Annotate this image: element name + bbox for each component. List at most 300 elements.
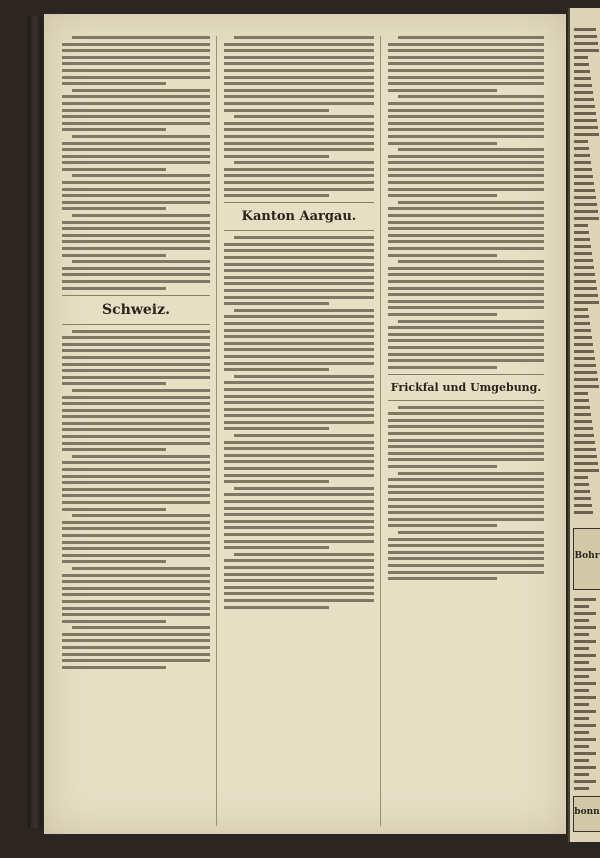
text-line: [234, 36, 374, 39]
text-line: [224, 122, 374, 125]
text-line: [62, 221, 210, 224]
text-fragment: [574, 294, 598, 297]
text-line: [224, 243, 374, 246]
text-fragment: [574, 364, 596, 367]
text-fragment: [574, 455, 597, 458]
text-line: [388, 102, 544, 105]
text-line: [62, 494, 210, 497]
text-fragment: [574, 301, 599, 304]
text-line: [388, 339, 544, 342]
text-line: [224, 566, 374, 569]
text-fragment: [574, 413, 591, 416]
text-fragment: [574, 717, 589, 720]
text-fragment: [574, 619, 589, 622]
text-fragment: [574, 49, 599, 52]
text-fragment: [574, 119, 597, 122]
text-fragment: [574, 28, 596, 31]
text-line: [224, 592, 374, 595]
text-line: [72, 514, 210, 517]
text-line: [388, 452, 544, 455]
text-line: [62, 247, 210, 250]
text-fragment: [574, 196, 596, 199]
advert-text: Bohr: [574, 551, 600, 561]
text-line: [62, 593, 210, 596]
text-fragment: [574, 273, 595, 276]
text-line: [224, 249, 374, 252]
text-line: [72, 214, 210, 217]
text-line: [224, 168, 374, 171]
text-line: [388, 544, 544, 547]
text-line: [224, 474, 374, 477]
text-fragment: [574, 168, 592, 171]
divider: [62, 324, 210, 325]
text-fragment: [574, 252, 592, 255]
text-line: [224, 480, 329, 483]
text-line: [234, 375, 374, 378]
text-line: [62, 194, 210, 197]
text-line: [388, 557, 544, 560]
text-line: [388, 353, 544, 356]
text-line: [224, 414, 374, 417]
text-line: [388, 366, 497, 369]
text-line: [224, 355, 374, 358]
text-fragment: [574, 441, 595, 444]
text-line: [224, 181, 374, 184]
text-line: [388, 524, 497, 527]
text-line: [224, 362, 374, 365]
text-line: [224, 148, 374, 151]
text-fragment: [574, 217, 599, 220]
text-line: [62, 95, 210, 98]
text-line: [388, 333, 544, 336]
text-line: [62, 356, 210, 359]
text-fragment: [574, 161, 591, 164]
text-line: [398, 201, 544, 204]
text-line: [388, 254, 497, 257]
text-line: [62, 428, 210, 431]
text-line: [398, 472, 544, 475]
text-line: [224, 507, 374, 510]
text-line: [234, 115, 374, 118]
divider: [224, 230, 374, 231]
text-fragment: [574, 35, 597, 38]
text-line: [224, 43, 374, 46]
text-line: [62, 363, 210, 366]
text-line: [388, 122, 544, 125]
advert-box: [573, 528, 600, 590]
text-line: [224, 109, 329, 112]
text-fragment: [574, 626, 596, 629]
section-heading: Schweiz.: [102, 301, 170, 318]
text-line: [398, 320, 544, 323]
text-fragment: [574, 203, 597, 206]
text-fragment: [574, 98, 594, 101]
text-line: [62, 62, 210, 65]
text-line: [62, 422, 210, 425]
text-line: [398, 95, 544, 98]
text-fragment: [574, 703, 589, 706]
text-line: [62, 541, 210, 544]
text-line: [62, 336, 210, 339]
text-line: [224, 427, 329, 430]
text-fragment: [574, 231, 589, 234]
text-line: [62, 508, 166, 511]
text-line: [62, 102, 210, 105]
text-line: [388, 174, 544, 177]
text-line: [224, 408, 374, 411]
text-line: [388, 168, 544, 171]
text-line: [224, 447, 374, 450]
text-fragment: [574, 357, 595, 360]
text-line: [62, 415, 210, 418]
text-line: [388, 194, 497, 197]
text-fragment: [574, 462, 598, 465]
text-line: [224, 454, 374, 457]
text-fragment: [574, 133, 599, 136]
text-fragment: [574, 654, 596, 657]
text-fragment: [574, 336, 592, 339]
divider: [62, 295, 210, 296]
text-line: [62, 207, 166, 210]
text-line: [62, 442, 210, 445]
text-line: [62, 468, 210, 471]
text-fragment: [574, 668, 596, 671]
text-line: [388, 188, 544, 191]
newspaper-page: [44, 14, 566, 834]
text-line: [62, 76, 210, 79]
text-line: [224, 586, 374, 589]
text-line: [224, 128, 374, 131]
column-divider: [380, 36, 381, 826]
advert-box: [573, 796, 600, 832]
text-line: [388, 135, 544, 138]
divider: [224, 202, 374, 203]
text-line: [224, 520, 374, 523]
text-line: [62, 488, 210, 491]
text-line: [388, 419, 544, 422]
text-line: [62, 109, 210, 112]
text-line: [62, 659, 210, 662]
text-line: [388, 221, 544, 224]
text-line: [398, 406, 544, 409]
text-line: [224, 302, 329, 305]
text-fragment: [574, 63, 589, 66]
text-line: [224, 540, 374, 543]
text-fragment: [574, 84, 592, 87]
text-line: [62, 287, 166, 290]
text-line: [388, 155, 544, 158]
text-line: [224, 62, 374, 65]
text-line: [224, 579, 374, 582]
text-line: [388, 240, 544, 243]
text-line: [398, 260, 544, 263]
text-fragment: [574, 476, 588, 479]
text-line: [62, 554, 210, 557]
text-line: [388, 287, 544, 290]
text-line: [388, 181, 544, 184]
text-line: [388, 267, 544, 270]
text-line: [62, 376, 210, 379]
text-line: [224, 89, 374, 92]
text-line: [62, 49, 210, 52]
text-fragment: [574, 640, 596, 643]
text-line: [388, 273, 544, 276]
text-line: [224, 95, 374, 98]
text-line: [62, 155, 210, 158]
text-line: [72, 135, 210, 138]
text-fragment: [574, 448, 596, 451]
text-fragment: [574, 598, 596, 601]
text-line: [62, 475, 210, 478]
text-line: [388, 359, 544, 362]
text-line: [62, 267, 210, 270]
text-fragment: [574, 406, 590, 409]
text-line: [62, 234, 210, 237]
text-line: [388, 56, 544, 59]
text-line: [62, 148, 210, 151]
text-fragment: [574, 490, 590, 493]
text-line: [224, 174, 374, 177]
text-line: [62, 653, 210, 656]
text-fragment: [574, 287, 597, 290]
text-line: [224, 296, 374, 299]
text-fragment: [574, 147, 589, 150]
text-line: [388, 306, 544, 309]
text-fragment: [574, 766, 596, 769]
text-line: [72, 389, 210, 392]
text-line: [224, 546, 329, 549]
text-line: [224, 194, 329, 197]
text-fragment: [574, 126, 598, 129]
section-heading: Frickfal und Umgebung.: [390, 380, 542, 394]
text-line: [388, 485, 544, 488]
text-line: [62, 527, 210, 530]
text-line: [388, 445, 544, 448]
text-line: [62, 142, 210, 145]
text-line: [224, 421, 374, 424]
text-fragment: [574, 182, 594, 185]
text-line: [234, 161, 374, 164]
text-fragment: [574, 112, 596, 115]
text-line: [224, 49, 374, 52]
text-fragment: [574, 350, 594, 353]
text-line: [224, 256, 374, 259]
text-line: [398, 531, 544, 534]
text-fragment: [574, 504, 592, 507]
text-fragment: [574, 731, 589, 734]
text-line: [224, 526, 374, 529]
text-fragment: [574, 385, 599, 388]
text-fragment: [574, 497, 591, 500]
adjacent-page-edge: [568, 8, 600, 842]
text-line: [224, 500, 374, 503]
text-line: [224, 599, 374, 602]
text-fragment: [574, 42, 598, 45]
text-line: [388, 234, 544, 237]
text-fragment: [574, 710, 596, 713]
text-line: [72, 567, 210, 570]
text-line: [62, 254, 166, 257]
text-line: [224, 573, 374, 576]
text-line: [62, 448, 166, 451]
advert-text: bonn: [574, 807, 600, 817]
text-line: [62, 501, 210, 504]
text-line: [62, 646, 210, 649]
text-fragment: [574, 189, 595, 192]
text-fragment: [574, 140, 588, 143]
text-line: [62, 122, 210, 125]
text-line: [388, 109, 544, 112]
text-line: [224, 348, 374, 351]
text-line: [388, 69, 544, 72]
text-line: [388, 43, 544, 46]
text-line: [62, 181, 210, 184]
text-line: [62, 273, 210, 276]
column-divider: [216, 36, 217, 826]
text-fragment: [574, 675, 589, 678]
text-line: [62, 409, 210, 412]
text-fragment: [574, 605, 589, 608]
text-line: [388, 571, 544, 574]
text-fragment: [574, 787, 589, 790]
text-line: [224, 263, 374, 266]
text-line: [224, 513, 374, 516]
text-line: [388, 214, 544, 217]
text-line: [388, 82, 544, 85]
text-line: [224, 368, 329, 371]
text-line: [388, 498, 544, 501]
text-line: [62, 435, 210, 438]
text-line: [62, 560, 166, 563]
text-line: [388, 300, 544, 303]
text-line: [224, 342, 374, 345]
text-line: [62, 128, 166, 131]
text-line: [388, 142, 497, 145]
text-fragment: [574, 689, 589, 692]
text-fragment: [574, 434, 594, 437]
text-fragment: [574, 308, 588, 311]
book-binding: [28, 16, 42, 828]
column-1: [62, 36, 210, 826]
text-line: [234, 236, 374, 239]
text-line: [388, 49, 544, 52]
text-line: [224, 76, 374, 79]
text-line: [388, 247, 544, 250]
text-line: [388, 62, 544, 65]
text-line: [62, 349, 210, 352]
text-line: [62, 613, 210, 616]
text-line: [388, 115, 544, 118]
text-line: [398, 36, 544, 39]
text-fragment: [574, 752, 596, 755]
section-heading: Kanton Aargau.: [241, 209, 357, 225]
text-line: [62, 227, 210, 230]
text-line: [388, 491, 544, 494]
text-line: [388, 518, 544, 521]
text-fragment: [574, 329, 591, 332]
text-line: [388, 465, 497, 468]
text-fragment: [574, 399, 589, 402]
text-line: [224, 315, 374, 318]
text-fragment: [574, 511, 593, 514]
divider: [388, 374, 544, 375]
text-line: [224, 606, 329, 609]
text-fragment: [574, 696, 596, 699]
text-line: [224, 269, 374, 272]
text-fragment: [574, 738, 596, 741]
text-line: [72, 626, 210, 629]
column-2: [224, 36, 374, 826]
text-line: [388, 412, 544, 415]
text-line: [388, 313, 497, 316]
text-line: [224, 276, 374, 279]
text-line: [388, 76, 544, 79]
text-fragment: [574, 612, 596, 615]
text-fragment: [574, 280, 596, 283]
text-line: [72, 455, 210, 458]
text-line: [224, 56, 374, 59]
text-line: [72, 174, 210, 177]
text-line: [62, 547, 210, 550]
text-fragment: [574, 91, 593, 94]
text-fragment: [574, 682, 596, 685]
text-line: [62, 607, 210, 610]
text-line: [234, 553, 374, 556]
text-line: [62, 240, 210, 243]
text-line: [388, 478, 544, 481]
text-fragment: [574, 378, 598, 381]
text-line: [388, 439, 544, 442]
text-fragment: [574, 315, 589, 318]
text-line: [388, 346, 544, 349]
text-line: [224, 381, 374, 384]
text-fragment: [574, 469, 599, 472]
text-fragment: [574, 266, 594, 269]
text-fragment: [574, 56, 588, 59]
text-line: [62, 666, 166, 669]
text-line: [62, 161, 210, 164]
text-line: [388, 89, 497, 92]
text-line: [62, 402, 210, 405]
text-line: [224, 282, 374, 285]
text-line: [388, 577, 497, 580]
text-line: [388, 326, 544, 329]
text-line: [62, 280, 210, 283]
text-line: [62, 69, 210, 72]
text-line: [224, 335, 374, 338]
text-fragment: [574, 322, 590, 325]
text-line: [62, 481, 210, 484]
text-fragment: [574, 105, 595, 108]
text-fragment: [574, 238, 590, 241]
text-line: [234, 434, 374, 437]
text-fragment: [574, 633, 589, 636]
text-fragment: [574, 745, 589, 748]
text-line: [62, 369, 210, 372]
column-3: [388, 36, 544, 826]
text-line: [72, 36, 210, 39]
text-line: [62, 521, 210, 524]
text-fragment: [574, 224, 588, 227]
text-line: [72, 89, 210, 92]
text-fragment: [574, 77, 591, 80]
text-fragment: [574, 661, 589, 664]
text-line: [224, 135, 374, 138]
text-fragment: [574, 773, 589, 776]
text-line: [62, 587, 210, 590]
text-line: [224, 395, 374, 398]
text-fragment: [574, 70, 590, 73]
